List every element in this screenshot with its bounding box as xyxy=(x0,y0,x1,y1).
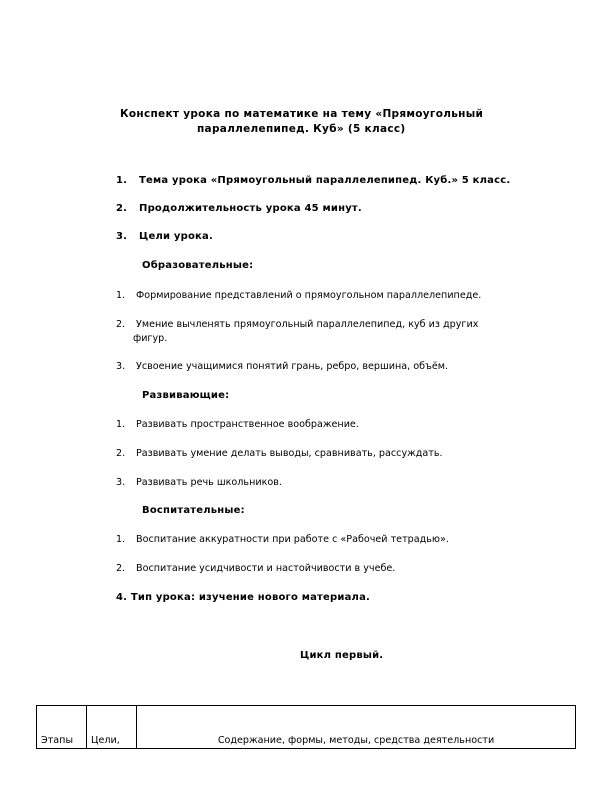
section-duration xyxy=(116,203,362,214)
table-header-content: Содержание, формы, методы, средства деятельности xyxy=(137,706,576,749)
section-goals xyxy=(116,231,213,242)
nurturing-heading: Воспитательные: xyxy=(142,505,245,516)
developing-heading: Развивающие: xyxy=(142,390,230,401)
developing-item xyxy=(116,419,359,430)
document-title-line1: Конспект урока по математике на тему «Прямоугольный xyxy=(120,108,484,120)
educational-item xyxy=(116,319,478,330)
table-header-goals: Цели, xyxy=(87,706,137,749)
item-text: Развивать пространственное воображение. xyxy=(136,419,359,430)
item-number: 1. xyxy=(116,290,126,301)
developing-item xyxy=(116,477,282,488)
section-text: Продолжительность урока 45 минут. xyxy=(139,203,362,214)
item-text: Умение вычленять прямоугольный параллелепипед, куб из других xyxy=(136,319,479,330)
item-text: Воспитание аккуратности при работе с «Рабочей тетрадью». xyxy=(136,534,449,545)
item-text: Формирование представлений о прямоугольном параллелепипеде. xyxy=(136,290,482,301)
item-number: 2. xyxy=(116,563,126,574)
section-number: 2. xyxy=(116,203,128,214)
item-number: 3. xyxy=(116,477,126,488)
section-text: Цели урока. xyxy=(139,231,213,242)
developing-item xyxy=(116,448,443,459)
educational-item-continuation: фигур. xyxy=(133,333,168,344)
cycle-title: Цикл первый. xyxy=(300,650,384,661)
item-number: 1. xyxy=(116,419,126,430)
section-number: 1. xyxy=(116,175,128,186)
educational-item xyxy=(116,290,481,301)
item-text: Развивать речь школьников. xyxy=(136,477,282,488)
section-text: Тема урока «Прямоугольный параллелепипед. Куб.» 5 класс. xyxy=(139,175,511,186)
nurturing-item xyxy=(116,563,395,574)
lesson-table xyxy=(36,705,576,749)
item-text: Воспитание усидчивости и настойчивости в учебе. xyxy=(136,563,396,574)
lesson-type: 4. Тип урока: изучение нового материала. xyxy=(116,592,371,603)
item-text: Усвоение учащимися понятий грань, ребро, вершина, объём. xyxy=(136,361,449,372)
item-number: 2. xyxy=(116,319,126,330)
document-title-line2: параллелепипед. Куб» (5 класс) xyxy=(197,123,406,135)
item-number: 2. xyxy=(116,448,126,459)
educational-item xyxy=(116,361,448,372)
educational-heading: Образовательные: xyxy=(142,260,254,271)
nurturing-item xyxy=(116,534,449,545)
table-header-row xyxy=(37,706,576,749)
section-number: 3. xyxy=(116,231,128,242)
table-header-stages: Этапы xyxy=(37,706,87,749)
section-topic xyxy=(116,175,510,186)
item-text: Развивать умение делать выводы, сравнивать, рассуждать. xyxy=(136,448,443,459)
item-number: 3. xyxy=(116,361,126,372)
item-number: 1. xyxy=(116,534,126,545)
